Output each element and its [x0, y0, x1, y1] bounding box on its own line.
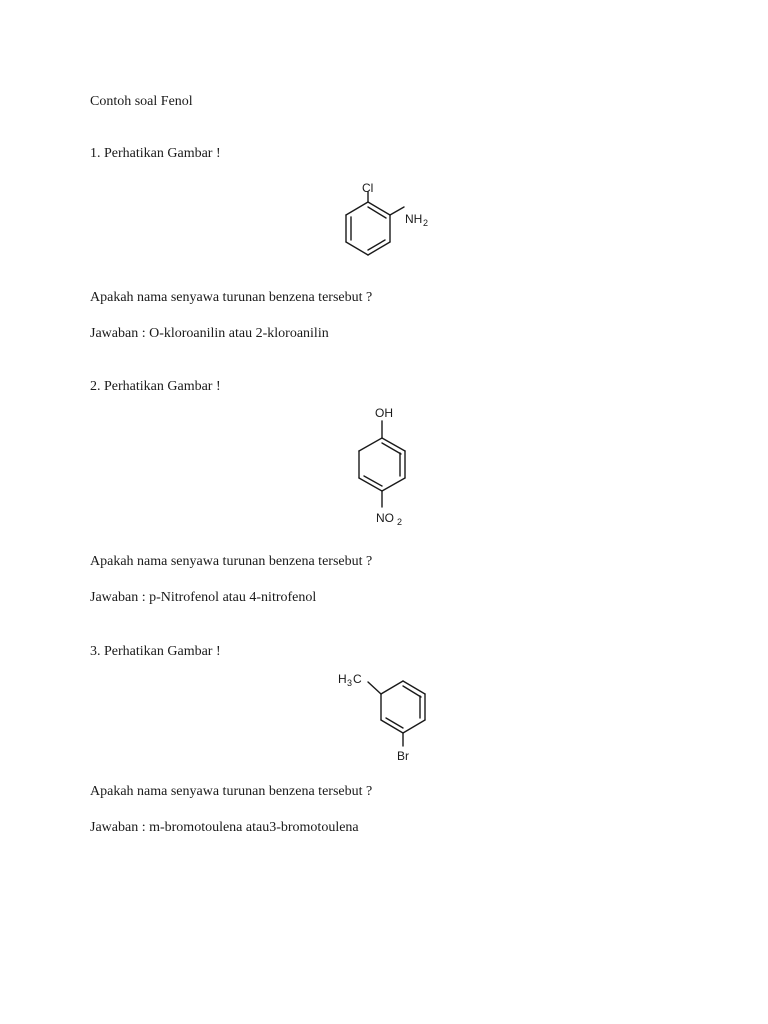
question-2-text: Apakah nama senyawa turunan benzena tersebut ?	[90, 554, 373, 569]
br-label: Br	[397, 749, 409, 763]
question-1-answer: Jawaban : O-kloroanilin atau 2-kloroanilin	[90, 326, 329, 341]
question-2-answer: Jawaban : p-Nitrofenol atau 4-nitrofenol	[90, 590, 317, 605]
c-label: C	[353, 672, 362, 686]
structure-2-chloroaniline	[330, 180, 450, 275]
oh-label: OH	[375, 406, 393, 420]
structure-4-nitrophenol	[340, 402, 430, 532]
h-label: H	[338, 672, 347, 686]
nh-subscript: 2	[423, 218, 429, 228]
question-3-text: Apakah nama senyawa turunan benzena tersebut ?	[90, 784, 373, 799]
document-title: Contoh soal Fenol	[90, 94, 193, 109]
structure-3-bromotoluene	[335, 668, 445, 768]
cl-label: Cl	[362, 181, 374, 195]
question-1-text: Apakah nama senyawa turunan benzena tersebut ?	[90, 290, 373, 305]
h-subscript: 3	[347, 678, 353, 688]
question-3-answer: Jawaban : m-bromotoulena atau3-bromotoulena	[90, 820, 359, 835]
question-3-prompt: 3. Perhatikan Gambar !	[90, 644, 221, 659]
question-1-prompt: 1. Perhatikan Gambar !	[90, 146, 221, 161]
nh-label: NH	[405, 212, 423, 226]
no-label: NO	[376, 511, 394, 525]
question-2-prompt: 2. Perhatikan Gambar !	[90, 379, 221, 394]
no-subscript: 2	[397, 517, 403, 527]
